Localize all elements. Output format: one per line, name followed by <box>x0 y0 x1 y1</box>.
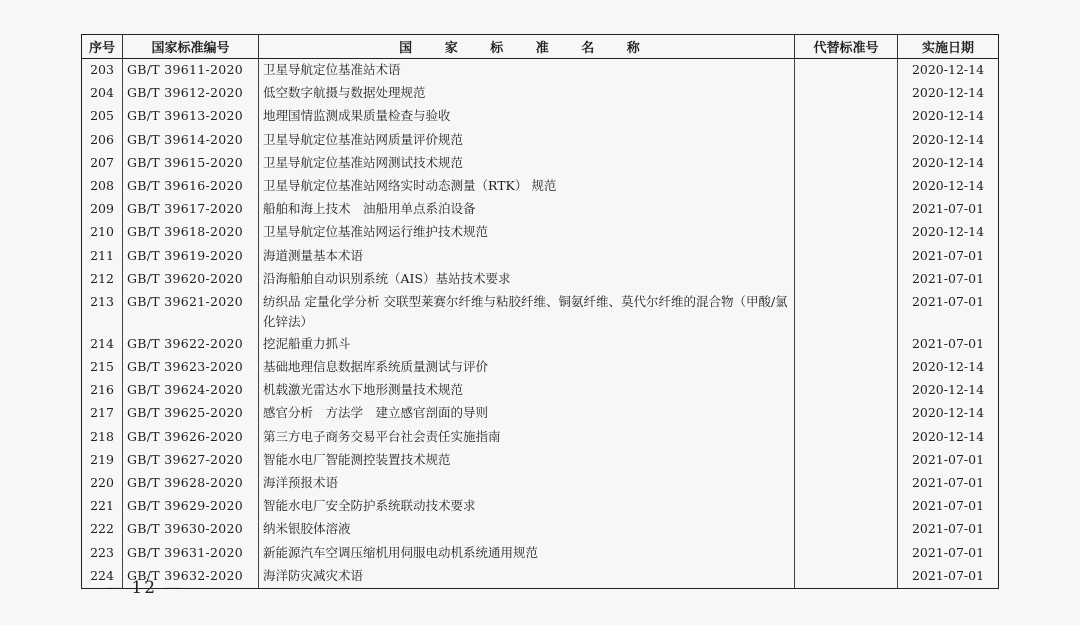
table-row <box>82 291 999 333</box>
replaced-standard-cell <box>795 268 898 291</box>
effective-date-cell: 2021-07-01 <box>898 518 999 541</box>
effective-date-cell: 2020-12-14 <box>898 379 999 402</box>
serial-no-cell: 203 <box>82 59 123 83</box>
standard-name-cell: 卫星导航定位基准站网运行维护技术规范 <box>259 221 795 244</box>
standard-code-cell: GB/T 39631-2020 <box>123 542 259 565</box>
serial-no-cell: 210 <box>82 221 123 244</box>
effective-date-cell: 2020-12-14 <box>898 82 999 105</box>
effective-date-cell: 2021-07-01 <box>898 472 999 495</box>
serial-no-cell: 211 <box>82 245 123 268</box>
standard-code-cell: GB/T 39623-2020 <box>123 356 259 379</box>
standard-name-cell: 感官分析 方法学 建立感官剖面的导则 <box>259 402 795 425</box>
standard-code-cell: GB/T 39624-2020 <box>123 379 259 402</box>
effective-date-cell: 2021-07-01 <box>898 198 999 221</box>
replaced-standard-cell <box>795 518 898 541</box>
header-serial-no: 序号 <box>82 35 123 59</box>
effective-date-cell: 2020-12-14 <box>898 152 999 175</box>
table-row <box>82 221 999 244</box>
table-row <box>82 426 999 449</box>
effective-date-cell: 2020-12-14 <box>898 402 999 425</box>
effective-date-cell: 2020-12-14 <box>898 59 999 83</box>
standard-code-cell: GB/T 39628-2020 <box>123 472 259 495</box>
replaced-standard-cell <box>795 542 898 565</box>
table-row <box>82 333 999 356</box>
serial-no-cell: 204 <box>82 82 123 105</box>
serial-no-cell: 220 <box>82 472 123 495</box>
standard-code-cell: GB/T 39615-2020 <box>123 152 259 175</box>
replaced-standard-cell <box>795 402 898 425</box>
standard-name-cell: 卫星导航定位基准站网络实时动态测量（RTK） 规范 <box>259 175 795 198</box>
serial-no-cell: 219 <box>82 449 123 472</box>
serial-no-cell: 214 <box>82 333 123 356</box>
standard-name-cell: 新能源汽车空调压缩机用伺服电动机系统通用规范 <box>259 542 795 565</box>
table-row <box>82 379 999 402</box>
table-row <box>82 105 999 128</box>
effective-date-cell: 2021-07-01 <box>898 565 999 589</box>
replaced-standard-cell <box>795 356 898 379</box>
table-row <box>82 59 999 83</box>
table-row <box>82 82 999 105</box>
table-row <box>82 542 999 565</box>
replaced-standard-cell <box>795 379 898 402</box>
standard-name-cell: 沿海船舶自动识别系统（AIS）基站技术要求 <box>259 268 795 291</box>
serial-no-cell: 209 <box>82 198 123 221</box>
table-row <box>82 449 999 472</box>
standard-name-cell: 低空数字航摄与数据处理规范 <box>259 82 795 105</box>
serial-no-cell: 206 <box>82 129 123 152</box>
standard-name-cell: 卫星导航定位基准站网质量评价规范 <box>259 129 795 152</box>
replaced-standard-cell <box>795 221 898 244</box>
standard-code-cell: GB/T 39612-2020 <box>123 82 259 105</box>
table-row <box>82 198 999 221</box>
replaced-standard-cell <box>795 59 898 83</box>
effective-date-cell: 2021-07-01 <box>898 333 999 356</box>
replaced-standard-cell <box>795 495 898 518</box>
serial-no-cell: 223 <box>82 542 123 565</box>
serial-no-cell: 208 <box>82 175 123 198</box>
serial-no-cell: 217 <box>82 402 123 425</box>
table-row <box>82 268 999 291</box>
standard-code-cell: GB/T 39627-2020 <box>123 449 259 472</box>
replaced-standard-cell <box>795 105 898 128</box>
table-header-row <box>82 35 999 59</box>
header-replaced-standard: 代替标准号 <box>795 35 898 59</box>
header-standard-code: 国家标准编号 <box>123 35 259 59</box>
standard-code-cell: GB/T 39619-2020 <box>123 245 259 268</box>
table-row <box>82 175 999 198</box>
serial-no-cell: 218 <box>82 426 123 449</box>
table-row <box>82 356 999 379</box>
standard-code-cell: GB/T 39617-2020 <box>123 198 259 221</box>
standard-code-cell: GB/T 39611-2020 <box>123 59 259 83</box>
replaced-standard-cell <box>795 426 898 449</box>
replaced-standard-cell <box>795 82 898 105</box>
serial-no-cell: 221 <box>82 495 123 518</box>
effective-date-cell: 2020-12-14 <box>898 175 999 198</box>
standard-code-cell: GB/T 39618-2020 <box>123 221 259 244</box>
serial-no-cell: 213 <box>82 291 123 333</box>
serial-no-cell: 207 <box>82 152 123 175</box>
replaced-standard-cell <box>795 333 898 356</box>
effective-date-cell: 2020-12-14 <box>898 426 999 449</box>
effective-date-cell: 2021-07-01 <box>898 495 999 518</box>
standards-table <box>81 34 999 589</box>
effective-date-cell: 2021-07-01 <box>898 268 999 291</box>
standard-name-cell: 纳米银胶体溶液 <box>259 518 795 541</box>
page-number: — 12 — <box>105 578 184 598</box>
table-row <box>82 518 999 541</box>
table-row <box>82 402 999 425</box>
replaced-standard-cell <box>795 291 898 333</box>
standard-code-cell: GB/T 39620-2020 <box>123 268 259 291</box>
replaced-standard-cell <box>795 198 898 221</box>
table-row <box>82 245 999 268</box>
serial-no-cell: 215 <box>82 356 123 379</box>
standard-name-cell: 卫星导航定位基准站术语 <box>259 59 795 83</box>
serial-no-cell: 224 <box>82 565 123 589</box>
effective-date-cell: 2021-07-01 <box>898 542 999 565</box>
effective-date-cell: 2021-07-01 <box>898 245 999 268</box>
standard-name-cell: 智能水电厂智能测控装置技术规范 <box>259 449 795 472</box>
standard-code-cell: GB/T 39613-2020 <box>123 105 259 128</box>
serial-no-cell: 212 <box>82 268 123 291</box>
standard-code-cell: GB/T 39621-2020 <box>123 291 259 333</box>
standard-name-cell: 机载激光雷达水下地形测量技术规范 <box>259 379 795 402</box>
standard-name-cell: 卫星导航定位基准站网测试技术规范 <box>259 152 795 175</box>
table-row <box>82 565 999 589</box>
effective-date-cell: 2020-12-14 <box>898 105 999 128</box>
effective-date-cell: 2021-07-01 <box>898 449 999 472</box>
header-standard-name: 国 家 标 准 名 称 <box>259 35 795 59</box>
table-row <box>82 472 999 495</box>
standard-name-cell: 基础地理信息数据库系统质量测试与评价 <box>259 356 795 379</box>
table-row <box>82 495 999 518</box>
header-effective-date: 实施日期 <box>898 35 999 59</box>
standard-name-cell: 第三方电子商务交易平台社会责任实施指南 <box>259 426 795 449</box>
standard-name-cell: 挖泥船重力抓斗 <box>259 333 795 356</box>
standard-name-cell: 纺织品 定量化学分析 交联型莱赛尔纤维与粘胶纤维、铜氨纤维、莫代尔纤维的混合物（甲酸/氯化锌法） <box>259 291 795 333</box>
standard-code-cell: GB/T 39625-2020 <box>123 402 259 425</box>
standard-name-cell: 海洋预报术语 <box>259 472 795 495</box>
effective-date-cell: 2020-12-14 <box>898 356 999 379</box>
standard-name-cell: 地理国情监测成果质量检查与验收 <box>259 105 795 128</box>
standard-code-cell: GB/T 39622-2020 <box>123 333 259 356</box>
replaced-standard-cell <box>795 129 898 152</box>
table-row <box>82 129 999 152</box>
standard-code-cell: GB/T 39629-2020 <box>123 495 259 518</box>
serial-no-cell: 222 <box>82 518 123 541</box>
effective-date-cell: 2020-12-14 <box>898 129 999 152</box>
serial-no-cell: 216 <box>82 379 123 402</box>
standard-code-cell: GB/T 39626-2020 <box>123 426 259 449</box>
standard-name-cell: 智能水电厂安全防护系统联动技术要求 <box>259 495 795 518</box>
standard-code-cell: GB/T 39632-2020 <box>123 565 259 589</box>
replaced-standard-cell <box>795 245 898 268</box>
replaced-standard-cell <box>795 175 898 198</box>
effective-date-cell: 2021-07-01 <box>898 291 999 333</box>
replaced-standard-cell <box>795 472 898 495</box>
standard-code-cell: GB/T 39616-2020 <box>123 175 259 198</box>
effective-date-cell: 2020-12-14 <box>898 221 999 244</box>
standard-name-cell: 船舶和海上技术 油船用单点系泊设备 <box>259 198 795 221</box>
standard-code-cell: GB/T 39614-2020 <box>123 129 259 152</box>
table-row <box>82 152 999 175</box>
standard-code-cell: GB/T 39630-2020 <box>123 518 259 541</box>
serial-no-cell: 205 <box>82 105 123 128</box>
standard-name-cell: 海洋防灾减灾术语 <box>259 565 795 589</box>
replaced-standard-cell <box>795 152 898 175</box>
standard-name-cell: 海道测量基本术语 <box>259 245 795 268</box>
replaced-standard-cell <box>795 565 898 589</box>
replaced-standard-cell <box>795 449 898 472</box>
